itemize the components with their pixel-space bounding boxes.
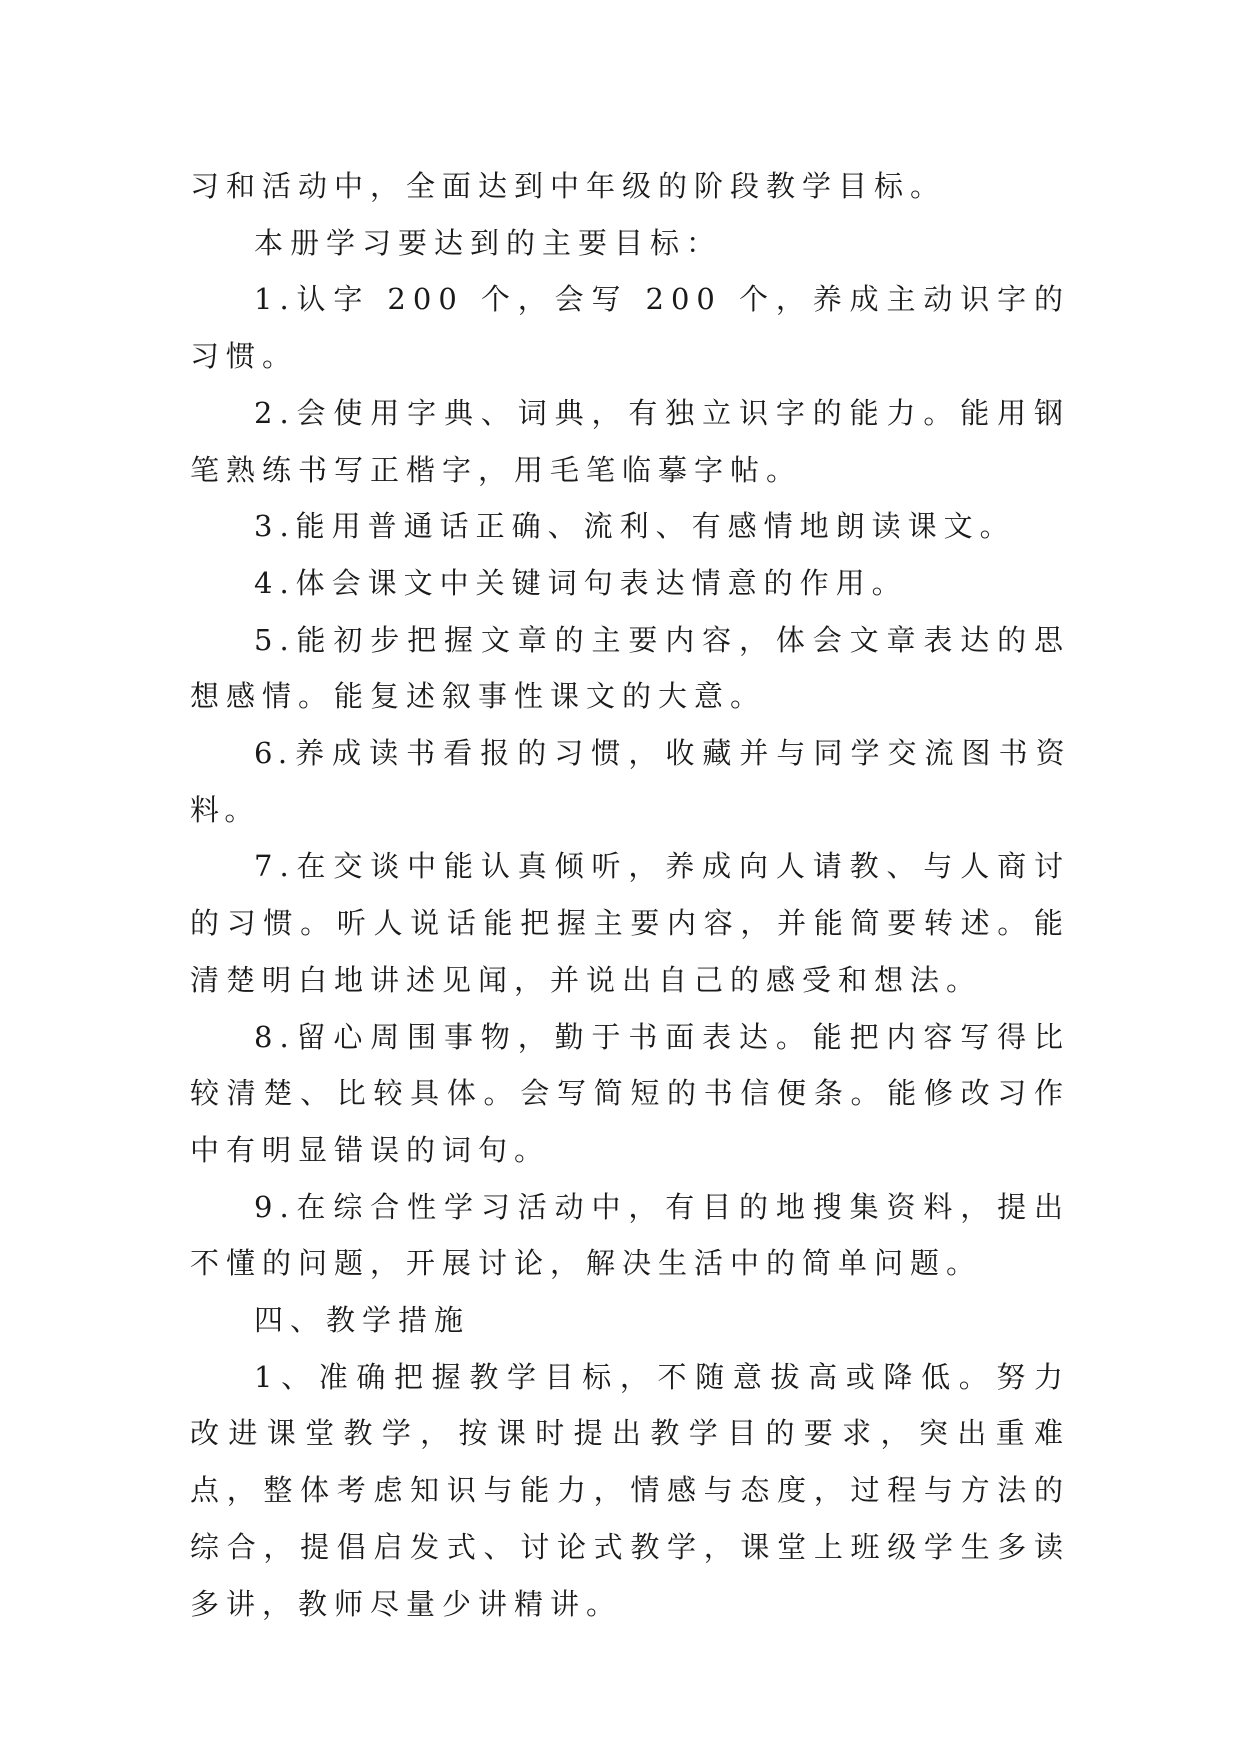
paragraph-continuation: 习和活动中，全面达到中年级的阶段教学目标。 (190, 169, 947, 203)
goal-item-8: 8.留心周围事物，勤于书面表达。能把内容写得比较清楚、比较具体。会写简短的书信便条。能修改习作中有明显错误的词句。 (190, 1019, 1070, 1167)
section-heading-teaching-measures: 四、教学措施 (254, 1303, 471, 1338)
goal-item-6: 6.养成读书看报的习惯，收藏并与同学交流图书资料。 (190, 736, 1070, 827)
goal-item-7: 7.在交谈中能认真倾听，养成向人请教、与人商讨的习惯。听人说话能把握主要内容，并能简要转述。能清楚明白地讲述见闻，并说出自己的感受和想法。 (190, 849, 1070, 997)
goal-item-3: 3.能用普通话正确、流利、有感情地朗读课文。 (254, 509, 1016, 544)
paragraph-goals-intro: 本册学习要达到的主要目标： (254, 225, 723, 260)
goal-item-9: 9.在综合性学习活动中，有目的地搜集资料，提出不懂的问题，开展讨论，解决生活中的简单问题。 (190, 1189, 1070, 1281)
document-body (190, 158, 1070, 1632)
measure-item-1: 1、准确把握教学目标，不随意拔高或降低。努力改进课堂教学，按课时提出教学目的要求，突出重难点，整体考虑知识与能力，情感与态度，过程与方法的综合，提倡启发式、讨论式教学，课堂上班级学生多读多讲，教师尽量少讲精讲。 (190, 1359, 1070, 1621)
goal-item-1: 1.认字 200 个，会写 200 个，养成主动识字的习惯。 (190, 282, 1070, 374)
goal-item-2: 2.会使用字典、词典，有独立识字的能力。能用钢笔熟练书写正楷字，用毛笔临摹字帖。 (190, 395, 1070, 487)
goal-item-4: 4.体会课文中关键词句表达情意的作用。 (254, 565, 908, 600)
goal-item-5: 5.能初步把握文章的主要内容，体会文章表达的思想感情。能复述叙事性课文的大意。 (190, 622, 1070, 714)
